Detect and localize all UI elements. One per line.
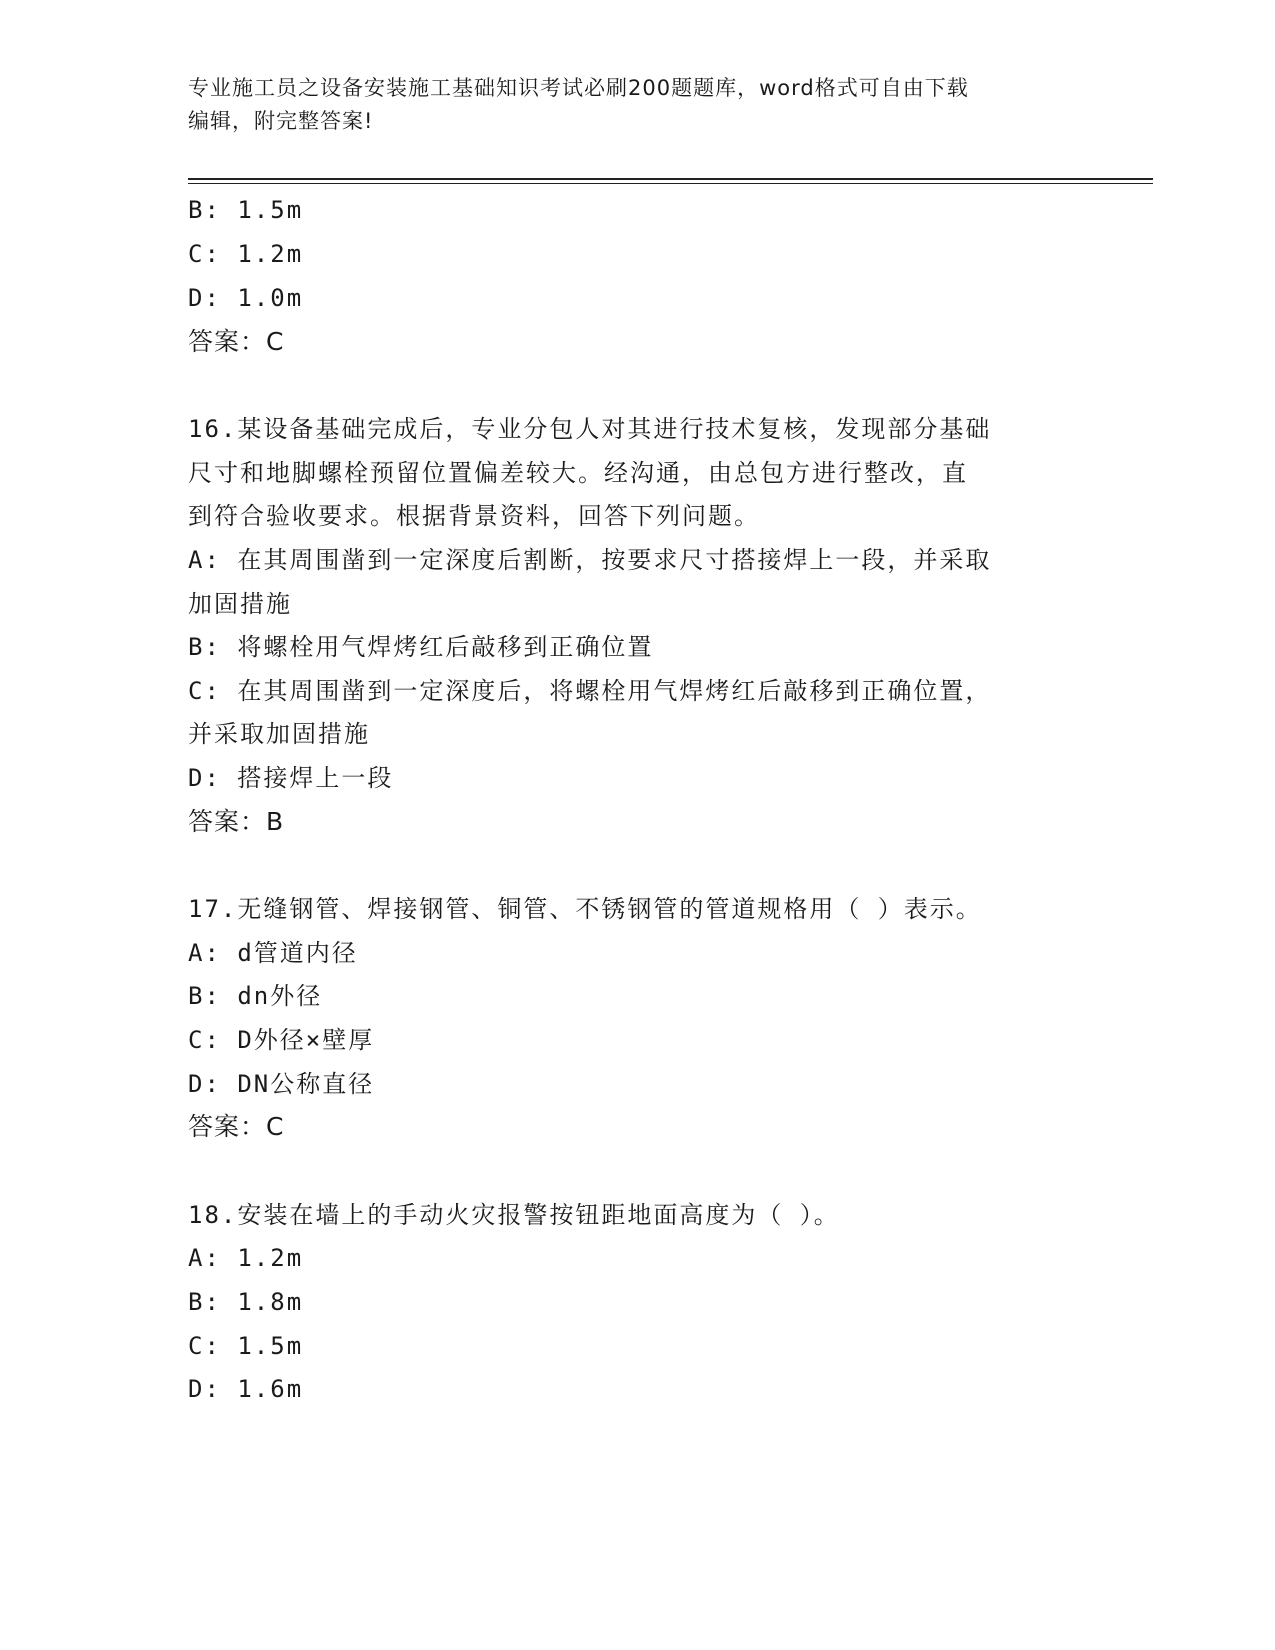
q16-option-b: B: 将螺栓用气焊烤红后敲移到正确位置	[188, 633, 654, 661]
q17-option-d: D: DN公称直径	[188, 1070, 375, 1098]
q17-option-c: C: D外径×壁厚	[188, 1026, 375, 1054]
q18-stem: 18.安装在墙上的手动火灾报警按钮距地面高度为（ ）。	[188, 1201, 840, 1229]
header-title-line-1: 专业施工员之设备安装施工基础知识考试必刷200题题库，word格式可自由下载	[188, 76, 969, 100]
q18-option-d: D: 1.6m	[188, 1375, 304, 1403]
header-rule-thin	[188, 183, 1153, 184]
q16-option-a-line-2: 加固措施	[188, 590, 292, 618]
q15-answer: 答案：C	[188, 327, 285, 356]
q17-option-a: A: d管道内径	[188, 939, 358, 967]
q17-stem: 17.无缝钢管、焊接钢管、铜管、不锈钢管的管道规格用（ ）表示。	[188, 895, 982, 923]
q18-option-a: A: 1.2m	[188, 1244, 304, 1272]
q15-option-c: C: 1.2m	[188, 240, 304, 268]
header-rule-thick	[188, 178, 1153, 180]
q16-option-d: D: 搭接焊上一段	[188, 764, 394, 792]
q16-stem-line-1: 16.某设备基础完成后，专业分包人对其进行技术复核，发现部分基础	[188, 415, 992, 443]
q16-option-c-line-1: C: 在其周围凿到一定深度后，将螺栓用气焊烤红后敲移到正确位置，	[188, 677, 992, 705]
q16-stem-line-2: 尺寸和地脚螺栓预留位置偏差较大。经沟通，由总包方进行整改，直	[188, 459, 968, 487]
q18-option-c: C: 1.5m	[188, 1332, 304, 1360]
q17-answer: 答案：C	[188, 1112, 285, 1141]
q16-option-c-line-2: 并采取加固措施	[188, 720, 370, 748]
q15-option-d: D: 1.0m	[188, 284, 304, 312]
q16-answer: 答案：B	[188, 807, 285, 836]
q15-option-b: B: 1.5m	[188, 196, 304, 224]
header-title-line-2: 编辑，附完整答案!	[188, 109, 374, 133]
document-header	[188, 72, 1088, 138]
q18-option-b: B: 1.8m	[188, 1288, 304, 1316]
q16-stem-line-3: 到符合验收要求。根据背景资料，回答下列问题。	[188, 502, 760, 530]
q17-option-b: B: dn外径	[188, 982, 323, 1010]
q16-option-a-line-1: A: 在其周围凿到一定深度后割断，按要求尺寸搭接焊上一段，并采取	[188, 546, 992, 574]
